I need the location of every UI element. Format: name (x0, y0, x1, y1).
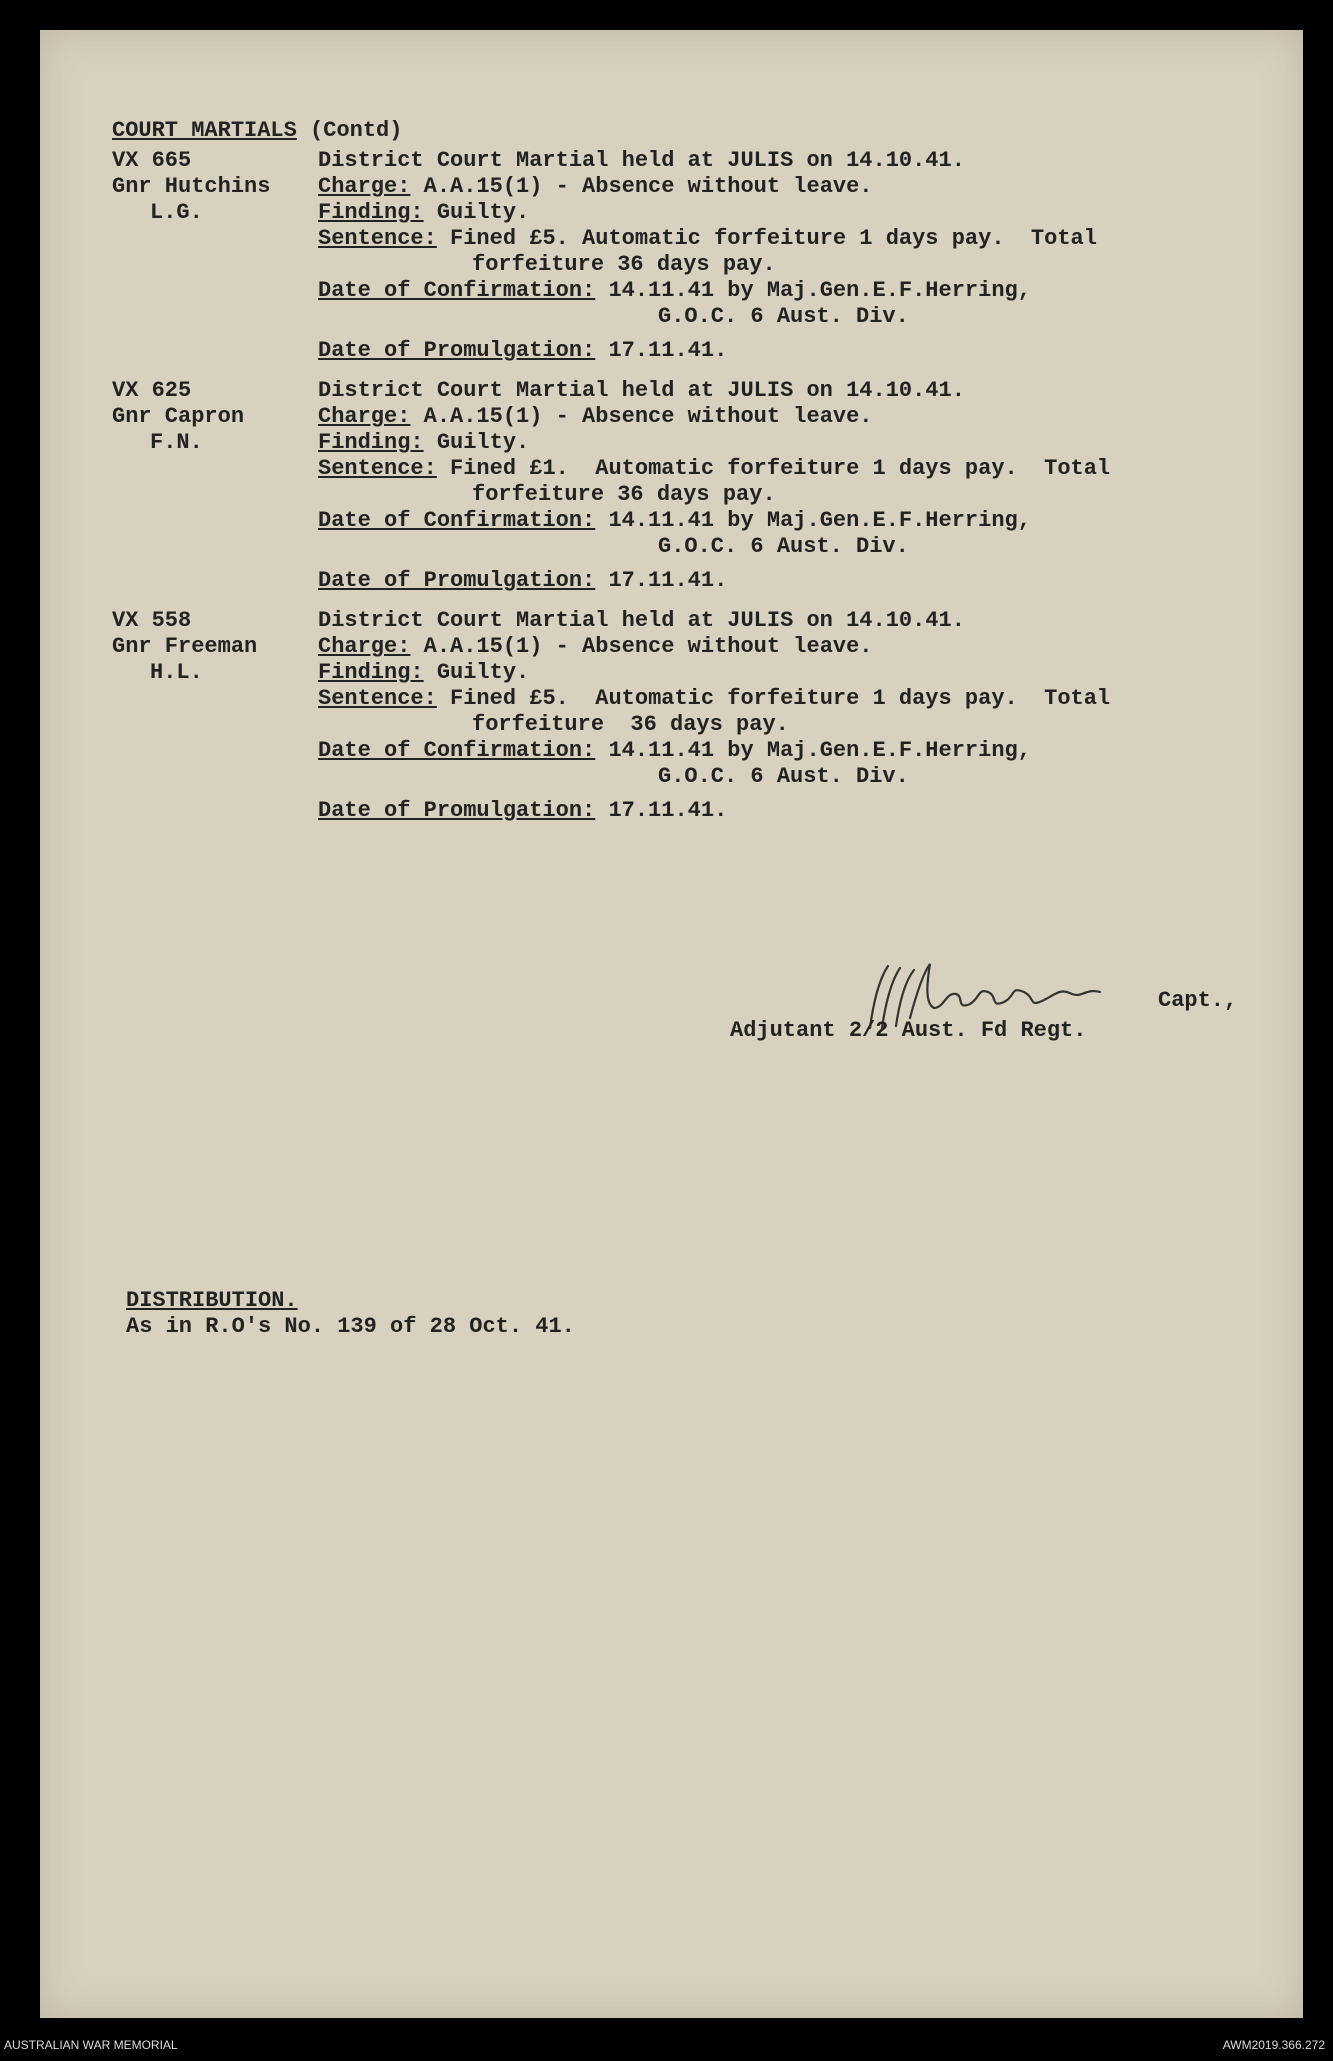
sentence-label: Sentence: (318, 686, 437, 711)
signatory-appointment: Adjutant 2/2 Aust. Fd Regt. (730, 1018, 1087, 1043)
confirmation-value: 14.11.41 by Maj.Gen.E.F.Herring, (608, 508, 1031, 533)
confirmation-line (318, 278, 1268, 304)
finding-value: Guilty. (436, 200, 530, 225)
sentence-value: Fined £5. Automatic forfeiture 1 days pay. Total (450, 686, 1111, 711)
charge-line (318, 404, 1268, 430)
confirmation-continuation: G.O.C. 6 Aust. Div. (658, 764, 909, 789)
sentence-value: Fined £5. Automatic forfeiture 1 days pay. Total (450, 226, 1097, 251)
promulgation-line (318, 338, 1268, 364)
heading-title: COURT MARTIALS (112, 118, 297, 143)
entry-details (318, 608, 1268, 824)
charge-line (318, 634, 1268, 660)
footer-institution: AUSTRALIAN WAR MEMORIAL (4, 2038, 178, 2052)
charge-label: Charge: (318, 174, 411, 199)
distribution-text: As in R.O's No. 139 of 28 Oct. 41. (126, 1314, 575, 1339)
heading-suffix: (Contd) (310, 118, 403, 143)
rank-name: Gnr Capron (112, 404, 245, 429)
confirmation-line (318, 738, 1268, 764)
charge-value: A.A.15(1) - Absence without leave. (423, 634, 873, 659)
charge-value: A.A.15(1) - Absence without leave. (423, 404, 873, 429)
paper-page (40, 30, 1303, 2018)
soldier-identity (112, 608, 312, 686)
promulgation-label: Date of Promulgation: (318, 798, 596, 823)
document-heading (112, 118, 402, 143)
sentence-continuation: forfeiture 36 days pay. (472, 252, 776, 277)
confirmation-label: Date of Confirmation: (318, 278, 596, 303)
court-line: District Court Martial held at JULIS on 14.10.41. (318, 378, 965, 403)
sentence-line (318, 686, 1268, 712)
promulgation-value: 17.11.41. (608, 338, 728, 363)
finding-line (318, 200, 1268, 226)
entry-details (318, 148, 1268, 364)
entry-details (318, 378, 1268, 594)
promulgation-label: Date of Promulgation: (318, 338, 596, 363)
confirmation-continuation: G.O.C. 6 Aust. Div. (658, 304, 909, 329)
soldier-identity (112, 148, 312, 226)
sentence-continuation: forfeiture 36 days pay. (472, 712, 789, 737)
confirmation-value: 14.11.41 by Maj.Gen.E.F.Herring, (608, 738, 1031, 763)
finding-label: Finding: (318, 430, 424, 455)
distribution-block (126, 1288, 575, 1340)
initials: F.N. (150, 430, 203, 455)
promulgation-label: Date of Promulgation: (318, 568, 596, 593)
finding-line (318, 660, 1268, 686)
promulgation-value: 17.11.41. (608, 568, 728, 593)
sentence-label: Sentence: (318, 456, 437, 481)
court-line: District Court Martial held at JULIS on 14.10.41. (318, 148, 965, 173)
service-number: VX 625 (112, 378, 192, 403)
sentence-line (318, 456, 1268, 482)
distribution-title: DISTRIBUTION. (126, 1288, 298, 1313)
promulgation-line (318, 568, 1268, 594)
document-body (40, 30, 1303, 2018)
soldier-identity (112, 378, 312, 456)
finding-label: Finding: (318, 200, 424, 225)
charge-line (318, 174, 1268, 200)
sentence-continuation: forfeiture 36 days pay. (472, 482, 776, 507)
finding-line (318, 430, 1268, 456)
charge-value: A.A.15(1) - Absence without leave. (423, 174, 873, 199)
charge-label: Charge: (318, 404, 411, 429)
signature-block (730, 958, 1290, 1068)
confirmation-line (318, 508, 1268, 534)
sentence-value: Fined £1. Automatic forfeiture 1 days pay. Total (450, 456, 1111, 481)
rank-name: Gnr Freeman (112, 634, 258, 659)
finding-label: Finding: (318, 660, 424, 685)
finding-value: Guilty. (436, 660, 530, 685)
sentence-label: Sentence: (318, 226, 437, 251)
confirmation-value: 14.11.41 by Maj.Gen.E.F.Herring, (608, 278, 1031, 303)
rank-name: Gnr Hutchins (112, 174, 271, 199)
initials: L.G. (150, 200, 203, 225)
court-line: District Court Martial held at JULIS on 14.10.41. (318, 608, 965, 633)
promulgation-value: 17.11.41. (608, 798, 728, 823)
charge-label: Charge: (318, 634, 411, 659)
confirmation-label: Date of Confirmation: (318, 508, 596, 533)
sentence-line (318, 226, 1268, 252)
promulgation-line (318, 798, 1268, 824)
initials: H.L. (150, 660, 203, 685)
signatory-rank: Capt., (1158, 988, 1238, 1013)
footer-reference: AWM2019.366.272 (1222, 2038, 1325, 2052)
confirmation-label: Date of Confirmation: (318, 738, 596, 763)
service-number: VX 558 (112, 608, 192, 633)
service-number: VX 665 (112, 148, 192, 173)
finding-value: Guilty. (436, 430, 530, 455)
confirmation-continuation: G.O.C. 6 Aust. Div. (658, 534, 909, 559)
